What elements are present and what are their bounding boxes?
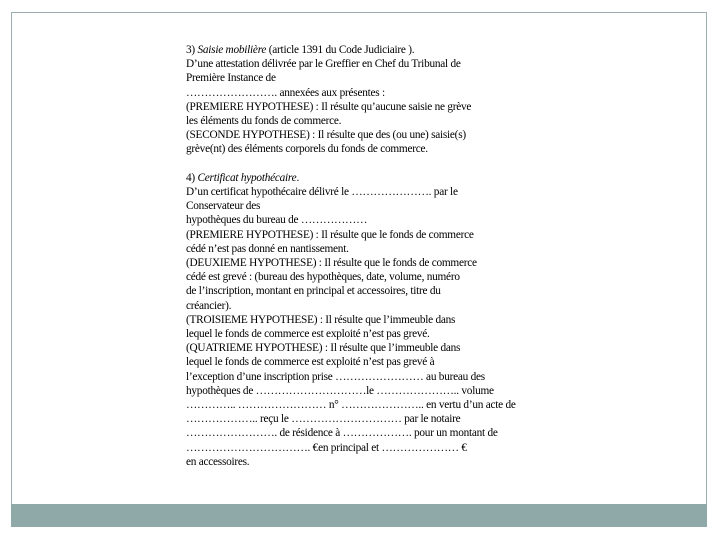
document-text (186, 43, 536, 469)
section-4-line: cédé n’est pas donné en nantissement. (186, 242, 349, 255)
section-4-line: ………….. …………………… n° ………………….. en vertu d’un acte de (186, 399, 516, 412)
section-4-line: créancier). (186, 299, 232, 312)
section-4-line: (PREMIERE HYPOTHESE) : Il résulte que le fonds de commerce (186, 228, 474, 241)
section-4-line: (TROISIEME HYPOTHESE) : Il résulte que l’immeuble dans (186, 313, 456, 326)
paragraph-spacer (186, 157, 536, 171)
section-3-line: D’une attestation délivrée par le Greffier en Chef du Tribunal de (186, 58, 461, 71)
section-4-line: ……………………………. €en principal et ………………… € (186, 441, 467, 454)
section-3-title-suffix: (article 1391 du Code Judiciaire ). (266, 44, 415, 56)
section-4-line: de l’inscription, montant en principal et accessoires, titre du (186, 285, 441, 298)
section-3-line: ……………………. annexées aux présentes : (186, 86, 385, 99)
section-4-line: D’un certificat hypothécaire délivré le …………………. par le (186, 186, 458, 199)
section-3-number: 3) (186, 44, 198, 56)
section-3-title: Saisie mobilière (197, 44, 267, 56)
slide-footer-band (11, 504, 707, 527)
section-4-line: l’exception d’une inscription prise …………………… au bureau des (186, 370, 485, 383)
section-4-number: 4) (186, 171, 198, 184)
section-4-line: hypothèques de …………………………le ………………….. volume (186, 384, 494, 397)
section-3-line: Première Instance de (186, 72, 276, 85)
section-4-line: ……………….. reçu le ………………………… par le notaire (186, 413, 461, 426)
section-4-line: en accessoires. (186, 455, 250, 468)
section-4-line: hypothèques du bureau de ……………… (186, 214, 368, 227)
section-4-line: lequel le fonds de commerce est exploité n’est pas grevé à (186, 356, 435, 369)
section-4-line: (DEUXIEME HYPOTHESE) : Il résulte que le fonds de commerce (186, 257, 477, 270)
section-4-line: lequel le fonds de commerce est exploité n’est pas grevé. (186, 328, 430, 341)
section-3-line: (SECONDE HYPOTHESE) : Il résulte que des (ou une) saisie(s) (186, 129, 466, 142)
section-4-line: Conservateur des (186, 200, 261, 213)
section-4-heading (186, 171, 536, 185)
section-3-line: les éléments du fonds de commerce. (186, 115, 342, 128)
section-3-line: grève(nt) des éléments corporels du fonds de commerce. (186, 143, 428, 156)
section-4-title-suffix: . (296, 171, 300, 184)
section-4-line: cédé est grevé : (bureau des hypothèques, date, volume, numéro (186, 271, 460, 284)
section-3-heading (186, 43, 536, 57)
section-4-title: Certificat hypothécaire (197, 171, 297, 184)
section-4-line: (QUATRIEME HYPOTHESE) : Il résulte que l’immeuble dans (186, 342, 461, 355)
section-4-line: ……………………. de résidence à ………………. pour un montant de (186, 427, 498, 440)
section-3-line: (PREMIERE HYPOTHESE) : Il résulte qu’aucune saisie ne grève (186, 100, 472, 113)
